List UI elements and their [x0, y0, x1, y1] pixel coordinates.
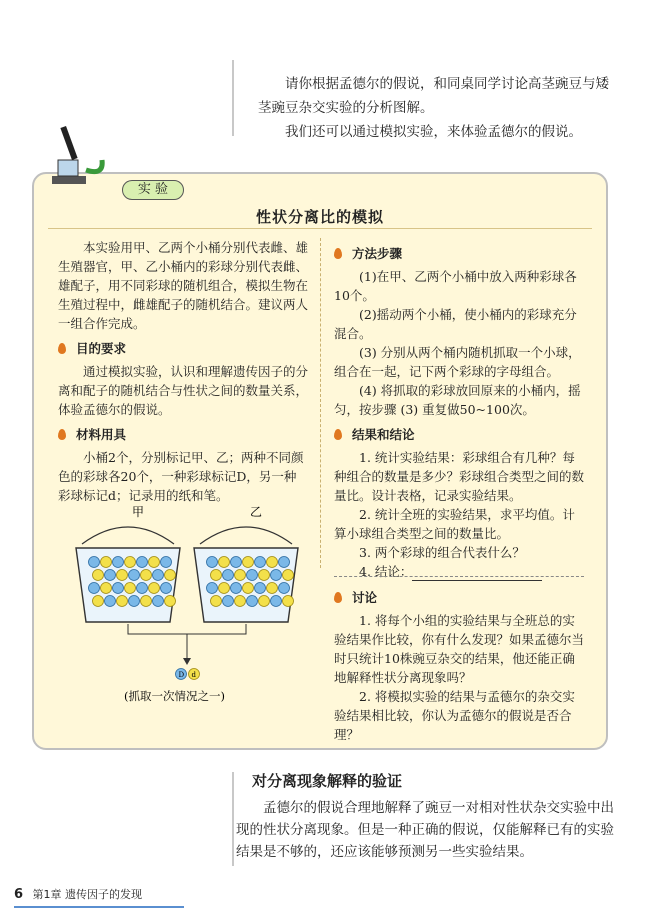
verify-title: 对分离现象解释的验证 [252, 772, 403, 790]
ball-D [247, 596, 258, 607]
title-divider [48, 228, 592, 229]
step-4: (4) 将抓取的彩球放回原来的小桶内，摇匀，按步骤 (3) 重复做50~100次。 [334, 383, 581, 417]
result-4: 4. 结论： [334, 562, 584, 581]
ball-D [247, 570, 258, 581]
experiment-box [32, 172, 608, 750]
ball-d [117, 596, 128, 607]
left-column [58, 238, 308, 505]
goal-heading: 目的要求 [58, 339, 308, 358]
ball-d [211, 596, 222, 607]
ball-d [283, 570, 294, 581]
ball-d [125, 583, 136, 594]
bucket-a-label: 甲 [132, 505, 145, 519]
ball-D [271, 596, 282, 607]
ball-d [235, 596, 246, 607]
result-2: 2. 统计全班的实验结果，求平均值。计算小球组合类型之间的数量比。 [334, 507, 575, 541]
ball-d [101, 557, 112, 568]
ball-D [279, 557, 290, 568]
section-separator [334, 576, 584, 577]
ball-d [259, 596, 270, 607]
ball-d [267, 583, 278, 594]
ball-D [271, 570, 282, 581]
bucket-illustration [54, 504, 309, 704]
ball-d [101, 583, 112, 594]
ball-d [283, 596, 294, 607]
ball-D [279, 583, 290, 594]
result-3: 3. 两个彩球的组合代表什么？ [359, 545, 525, 560]
ball-d [259, 570, 270, 581]
drop-icon [334, 429, 342, 440]
discuss-column [334, 582, 584, 744]
ball-d [243, 583, 254, 594]
ball-d [93, 596, 104, 607]
verify-text: 孟德尔的假说合理地解释了豌豆一对相对性状杂交实验中出现的性状分离现象。但是一种正确的假说，仅能解释已有的实验结果是不够的，还应该能够预测另一些实验结果。 [236, 800, 614, 860]
ball-d [243, 557, 254, 568]
ball-d [219, 583, 230, 594]
ball-d [93, 570, 104, 581]
chapter-label: 第1章 遗传因子的发现 [32, 888, 143, 901]
intro-p2: 我们还可以通过模拟实验，来体验孟德尔的假说。 [285, 124, 582, 140]
ball-d [117, 570, 128, 581]
ball-D [231, 557, 242, 568]
ball-D [255, 583, 266, 594]
result-1: 1. 统计实验结果：彩球组合有几种？每种组合的数量是多少？彩球组合类型之间的数量比。设计表格，记录实验结果。 [334, 450, 585, 503]
ball-D [137, 583, 148, 594]
ball-d [149, 557, 160, 568]
ball-D [255, 557, 266, 568]
drop-icon [58, 343, 66, 354]
discuss-2: 2. 将模拟实验的结果与孟德尔的杂交实验结果相比较，你认为孟德尔的假说是否合理？ [334, 689, 575, 742]
decor-line [232, 772, 234, 866]
ball-D [153, 570, 164, 581]
goal-text: 通过模拟实验，认识和理解遗传因子的分离和配子的随机结合与性状之间的数量关系，体验孟德尔的假说。 [58, 364, 309, 417]
conclusion-blank[interactable] [412, 580, 542, 581]
ball-d [141, 596, 152, 607]
ball-D [105, 570, 116, 581]
ball-D [223, 596, 234, 607]
decor-line [232, 60, 234, 136]
ball-D [207, 557, 218, 568]
footer-line [14, 906, 184, 908]
ball-d [219, 557, 230, 568]
ball-D [231, 583, 242, 594]
page-footer [14, 886, 142, 902]
svg-text:D: D [178, 671, 185, 679]
discuss-1: 1. 将每个小组的实验结果与全班总的实验结果作比较，你有什么发现？如果孟德尔当时只统计10株豌豆杂交的结果，他还能正确地解释性状分离现象吗？ [334, 613, 585, 685]
method-heading: 方法步骤 [334, 244, 584, 263]
right-column [334, 238, 584, 581]
page-number: 6 [14, 887, 24, 902]
ball-d [125, 557, 136, 568]
ball-d [165, 570, 176, 581]
bucket-b-label: 乙 [250, 505, 263, 519]
ball-D [113, 557, 124, 568]
ball-D [89, 583, 100, 594]
ball-d [235, 570, 246, 581]
ball-D [129, 570, 140, 581]
caption: (抓取一次情况之一) [124, 689, 225, 703]
ball-D [89, 557, 100, 568]
ball-d [267, 557, 278, 568]
column-divider [320, 238, 321, 568]
ball-D [137, 557, 148, 568]
ball-d [211, 570, 222, 581]
ball-D [207, 583, 218, 594]
drop-icon [334, 592, 342, 603]
svg-text:d: d [191, 671, 196, 679]
ball-d [165, 596, 176, 607]
microscope-icon [46, 120, 106, 190]
materials-heading: 材料用具 [58, 425, 308, 444]
left-intro: 本实验用甲、乙两个小桶分别代表雌、雄生殖器官，甲、乙小桶内的彩球分别代表雌、雄配子，用不同彩球的随机组合，模拟生物在生殖过程中，雌雄配子的随机结合。建议两人一组合作完成。 [58, 240, 309, 331]
discuss-heading: 讨论 [334, 588, 584, 607]
intro-text [258, 72, 618, 144]
step-1: (1)在甲、乙两个小桶中放入两种彩球各10个。 [334, 269, 577, 303]
ball-D [153, 596, 164, 607]
ball-d [141, 570, 152, 581]
intro-p1: 请你根据孟德尔的假说，和同桌同学讨论高茎豌豆与矮茎豌豆杂交实验的分析图解。 [258, 76, 609, 116]
experiment-title: 性状分离比的模拟 [255, 208, 384, 226]
drop-icon [334, 248, 342, 259]
ball-D [113, 583, 124, 594]
drop-icon [58, 429, 66, 440]
ball-D [161, 583, 172, 594]
ball-D [129, 596, 140, 607]
ball-D [161, 557, 172, 568]
ball-D [105, 596, 116, 607]
step-2: (2)摇动两个小桶，使小桶内的彩球充分混合。 [334, 307, 577, 341]
experiment-tag: 实 验 [122, 180, 184, 200]
ball-D [223, 570, 234, 581]
materials-text: 小桶2个，分别标记甲、乙；两种不同颜色的彩球各20个，一种彩球标记D，另一种彩球标记d；记录用的纸和笔。 [58, 450, 304, 503]
step-3: (3) 分别从两个桶内随机抓取一个小球，组合在一起，记下两个彩球的字母组合。 [334, 345, 581, 379]
results-heading: 结果和结论 [334, 425, 584, 444]
ball-d [149, 583, 160, 594]
verify-section [236, 770, 616, 863]
